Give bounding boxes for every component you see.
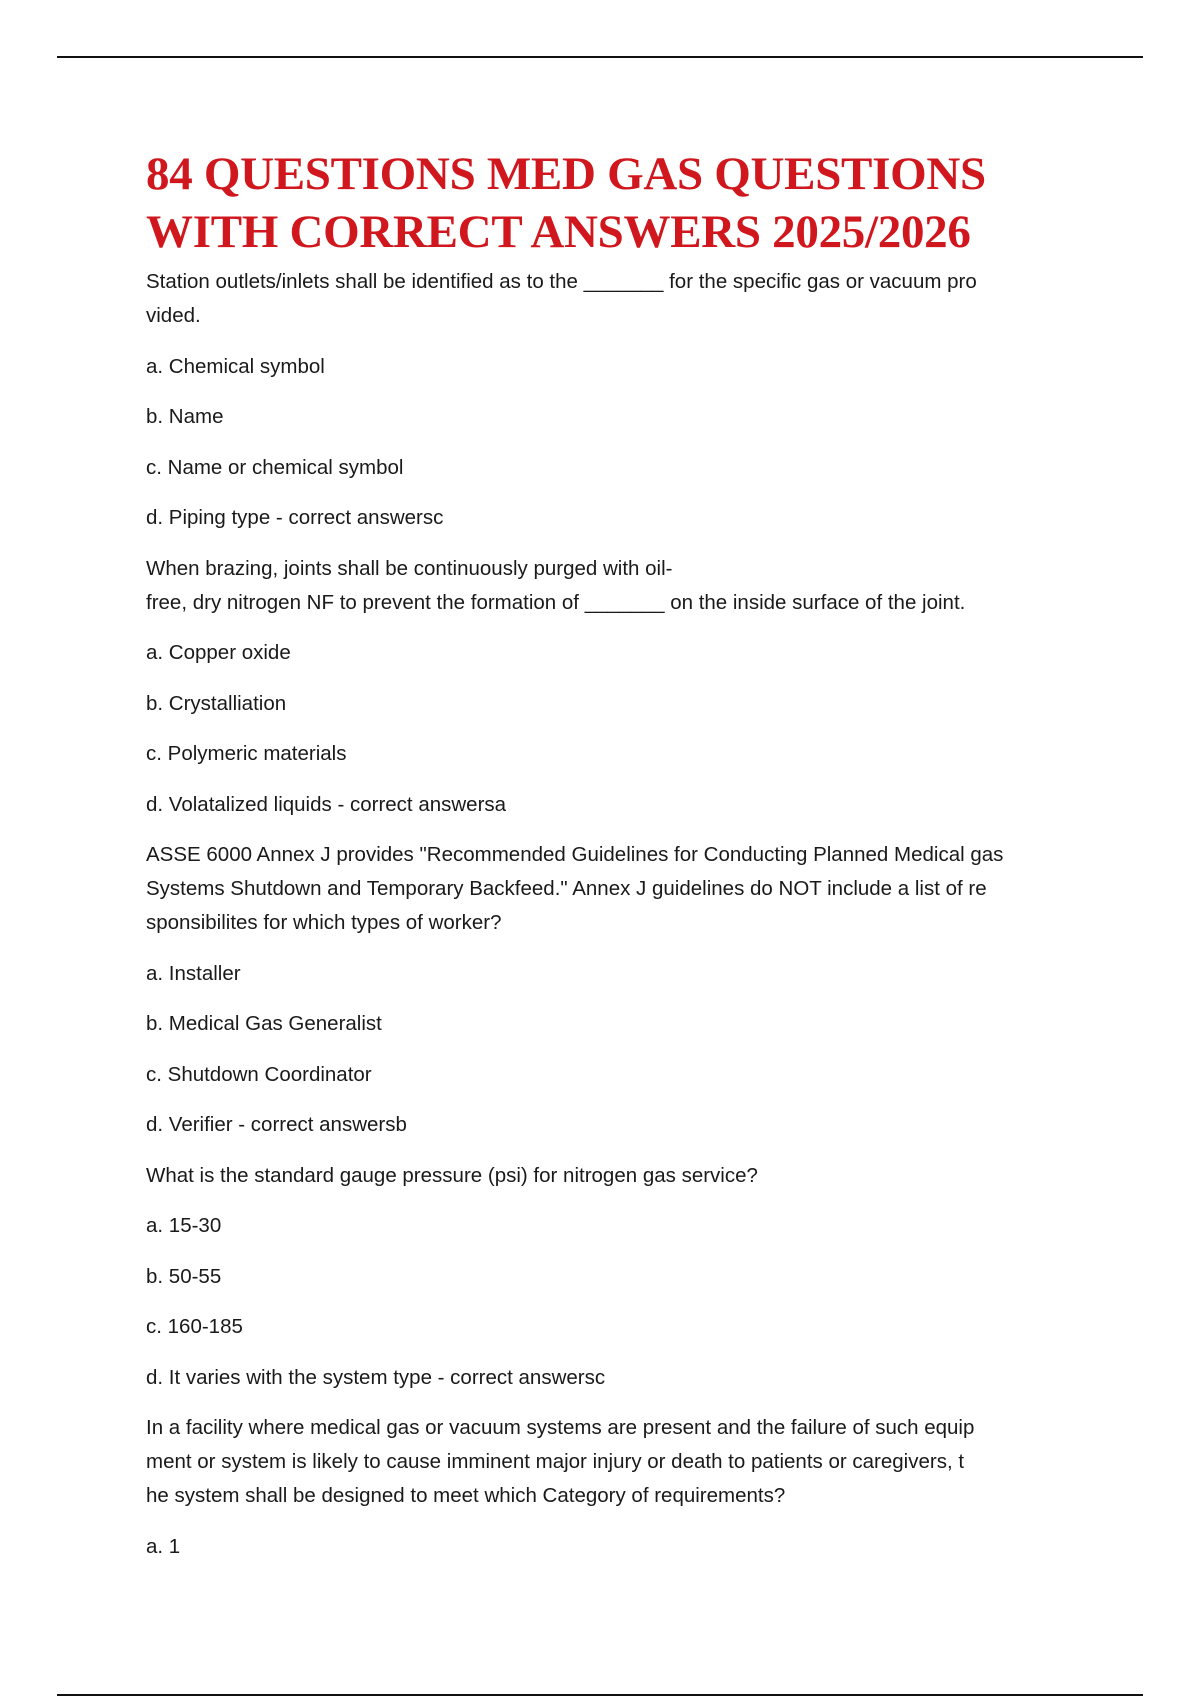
text-line: c. Shutdown Coordinator	[146, 1062, 372, 1086]
question-text	[146, 552, 1066, 620]
text-line: In a facility where medical gas or vacuum systems are present and the failure of such equip	[146, 1416, 975, 1439]
answer-option	[146, 1310, 1066, 1344]
text-line: b. Medical Gas Generalist	[146, 1012, 382, 1035]
text-line: Systems Shutdown and Temporary Backfeed." Annex J guidelines do NOT include a list of re	[146, 877, 987, 900]
text-line: c. 160-185	[146, 1315, 243, 1338]
question-text	[146, 1159, 1066, 1193]
text-line: d. Verifier - correct answersb	[146, 1113, 407, 1136]
title-line-2: WITH CORRECT ANSWERS 2025/2026	[146, 206, 971, 258]
text-line: c. Polymeric materials	[146, 742, 347, 765]
answer-option	[146, 957, 1066, 991]
text-line: a. Chemical symbol	[146, 354, 325, 378]
text-line: b. Name	[146, 405, 224, 428]
title-line-1: 84 QUESTIONS MED GAS QUESTIONS	[146, 148, 986, 200]
text-line: sponsibilites for which types of worker?	[146, 911, 502, 934]
answer-option	[146, 451, 1066, 485]
top-rule	[57, 56, 1143, 58]
text-line: he system shall be designed to meet which Category of requirements?	[146, 1484, 786, 1507]
answer-option	[146, 1530, 1066, 1564]
answer-option	[146, 350, 1066, 384]
answer-option	[146, 400, 1066, 434]
text-line: Station outlets/inlets shall be identified as to the _______ for the specific gas or vacuum pro	[146, 270, 977, 293]
text-line: d. Volatalized liquids - correct answersa	[146, 792, 507, 816]
answer-option	[146, 1260, 1066, 1294]
answer-option	[146, 687, 1066, 721]
answer-option	[146, 636, 1066, 670]
text-line: d. Piping type - correct answersc	[146, 506, 444, 529]
document-body	[146, 145, 1066, 1580]
text-line: a. 15-30	[146, 1214, 222, 1237]
text-line: When brazing, joints shall be continuously purged with oil-	[146, 556, 673, 580]
answer-option	[146, 1108, 1066, 1142]
text-line: d. It varies with the system type - correct answersc	[146, 1365, 606, 1389]
answer-option	[146, 1361, 1066, 1395]
text-line: What is the standard gauge pressure (psi) for nitrogen gas service?	[146, 1163, 758, 1187]
bottom-rule	[57, 1694, 1143, 1696]
text-line: c. Name or chemical symbol	[146, 455, 404, 479]
answer-option	[146, 737, 1066, 771]
text-line: b. 50-55	[146, 1264, 222, 1288]
answer-option	[146, 1007, 1066, 1041]
text-line: b. Crystalliation	[146, 691, 287, 715]
text-line: a. Installer	[146, 961, 241, 985]
text-line: vided.	[146, 304, 201, 327]
question-text	[146, 1411, 1066, 1513]
text-line: free, dry nitrogen NF to prevent the formation of _______ on the inside surface of the joint.	[146, 590, 966, 614]
question-text	[146, 838, 1066, 940]
text-line: ASSE 6000 Annex J provides "Recommended Guidelines for Conducting Planned Medical gas	[146, 843, 1004, 866]
question-list	[146, 265, 1066, 1564]
answer-option	[146, 1058, 1066, 1092]
answer-option	[146, 788, 1066, 822]
answer-option	[146, 501, 1066, 535]
text-line: a. Copper oxide	[146, 641, 291, 664]
text-line: a. 1	[146, 1534, 181, 1558]
document-title	[146, 145, 1066, 261]
answer-option	[146, 1209, 1066, 1243]
text-line: ment or system is likely to cause imminent major injury or death to patients or caregivers, t	[146, 1450, 965, 1473]
question-text	[146, 265, 1066, 333]
